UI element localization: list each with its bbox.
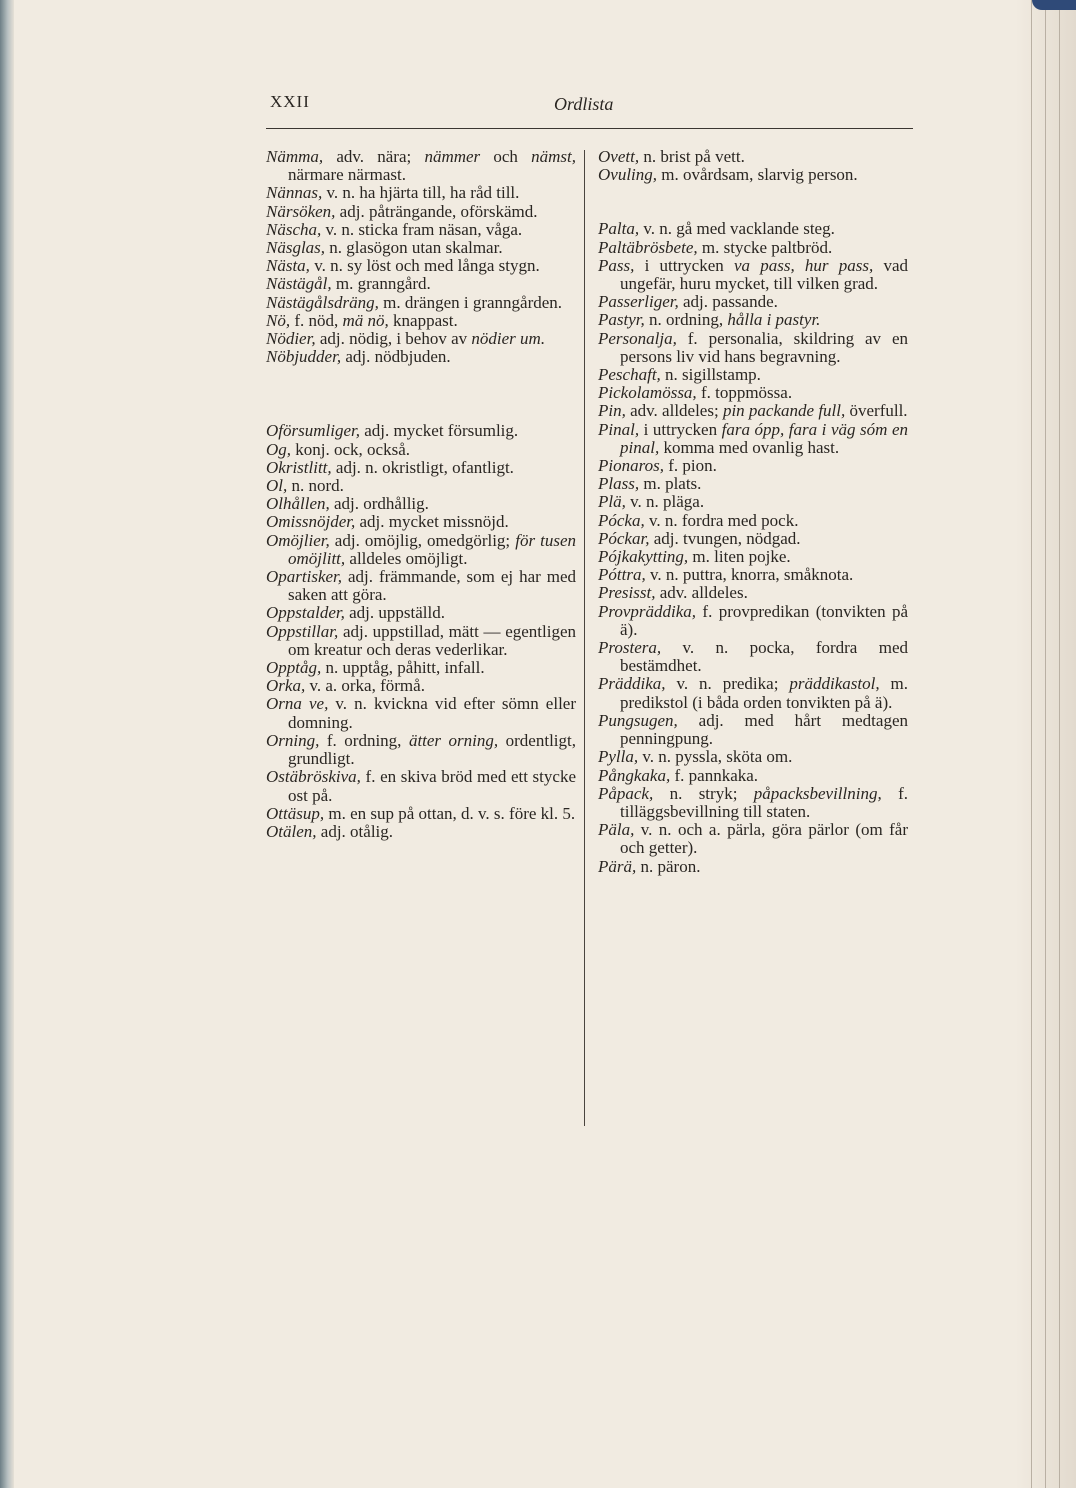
dictionary-entry [598,512,908,530]
definition-text: n. brist på vett. [639,147,745,166]
dictionary-entry [598,548,908,566]
definition-text: m. plats. [639,474,702,494]
section-gap [266,366,576,422]
dictionary-entry [266,732,576,768]
headword: Ottäsup, [266,803,325,823]
definition-text: adj. påträngande, oförskämd. [335,201,538,221]
headword: Palta, [598,219,640,239]
dictionary-entry [598,475,908,493]
page-header [270,92,912,122]
definition-text: v. n. gå med vacklande steg. [639,219,835,239]
definition-text: adj. otålig. [316,821,394,841]
book-page-stack-left [0,0,14,1488]
dictionary-entry [266,459,576,477]
definition-text: f. provpredikan (tonvikten på ä). [620,601,908,639]
italic-phrase: mä nö, [342,310,389,330]
definition-text: v. n. pläga. [625,492,705,512]
definition-text: närmare närmast. [288,165,406,185]
definition-text: v. n. puttra, knorra, småknota. [645,565,854,585]
definition-text: m. en sup på ottan, d. v. s. före kl. 5. [324,803,576,823]
definition-text: adj. mycket försumlig. [359,421,519,441]
page-edge-line [1031,0,1032,1488]
headword: Pócka, [598,510,645,530]
dictionary-entry [598,493,908,511]
definition-text: adj. uppstillad, mätt — egentligen om kreatur och deras vederlikar. [288,621,576,659]
definition-text: m. ovårdsam, slarvig person. [657,165,858,185]
headword: Pungsugen, [598,710,678,730]
headword: Póttra, [598,565,646,585]
page-edge-line [1045,0,1046,1488]
dictionary-entry [266,623,576,659]
italic-phrase: nödier um. [471,329,546,349]
definition-text: f. personalia, skildring av en persons liv vid hans begravning. [620,328,908,366]
headword: Paltäbrösbete, [598,237,698,257]
definition-text: n. nord. [287,476,344,496]
definition-text: f. nöd, [290,310,343,330]
headword: Påpack, [598,783,654,803]
italic-phrase: fara ópp, fara i väg sóm en pinal, [620,419,909,457]
dictionary-entry [266,239,576,257]
dictionary-entry [266,221,576,239]
definition-text: alldeles omöjligt. [345,548,468,568]
definition-text: vad ungefär, huru mycket, till vilken grad. [620,255,908,294]
headword: Ovuling, [598,165,658,185]
definition-text: f. pion. [663,456,717,476]
column-divider [584,150,585,1126]
definition-text: v. n. pyssla, sköta om. [638,747,793,767]
headword: Otälen, [266,821,317,841]
dictionary-entry [266,768,576,804]
definition-text: f. ordning, [319,730,409,750]
definition-text: m. predikstol (i båda orden tonvikten på ä). [620,674,908,712]
dictionary-entry [598,421,908,457]
dictionary-entry [598,293,908,311]
headword: Nästägålsdräng, [266,292,379,312]
book-page-edge-right [1016,0,1076,1488]
headword: Orna ve, [266,694,329,714]
dictionary-entry [266,294,576,312]
definition-text: v. n. predika; [665,674,790,694]
definition-text: adj. nödbjuden. [341,347,451,367]
headword: Provpräddika, [598,601,697,621]
header-rule [266,128,913,129]
headword: Omissnöjder, [266,512,356,532]
headword: Näscha, [266,219,322,239]
dictionary-entry [598,239,908,257]
definition-text: knappast. [388,310,458,330]
dictionary-entry [266,148,576,184]
dictionary-entry [266,257,576,275]
definition-text: v. n. sy löst och med långa stygn. [309,256,540,276]
headword: Pångkaka, [598,765,671,785]
headword: Og, [266,439,292,459]
dictionary-entry [598,311,908,329]
definition-text: adj. mycket missnöjd. [355,512,509,532]
dictionary-entry [266,441,576,459]
italic-phrase: nämmer [424,147,481,166]
headword: Oppstalder, [266,603,345,623]
headword: Ovett, [598,147,640,166]
dictionary-entry [598,148,908,166]
dictionary-entry [266,532,576,568]
definition-text: v. n. pocka, fordra med bestämdhet. [620,638,908,676]
definition-text: i uttrycken [634,255,734,275]
definition-text: n. stryk; [653,783,754,803]
page-edge-line [1059,0,1060,1488]
definition-text: m. drängen i granngården. [378,292,563,312]
definition-text: f. tilläggsbevillning till staten. [620,783,908,821]
definition-text: v. n. ha hjärta till, ha råd till. [322,183,520,203]
dictionary-entry [598,712,908,748]
definition-text: ordentligt, grundligt. [288,730,576,769]
dictionary-entry [598,603,908,639]
dictionary-entry [598,366,908,384]
definition-text: adj. omöjlig, omedgörlig; [329,530,516,550]
headword: Presisst, [598,583,656,603]
dictionary-entry [266,805,576,823]
dictionary-entry [598,566,908,584]
definition-text: adv. alldeles; [625,401,723,421]
dictionary-entry [598,384,908,402]
dictionary-entry [266,184,576,202]
headword: Präddika, [598,674,666,694]
dictionary-entry [266,695,576,731]
italic-phrase: påpacksbevillning, [753,783,882,803]
headword: Pastyr, [598,310,645,330]
dictionary-entry [266,568,576,604]
definition-text: överfull. [845,401,908,421]
definition-text: adj. passande. [678,292,778,312]
dictionary-entry [266,275,576,293]
entry-group-n [266,148,576,366]
dictionary-entry [266,330,576,348]
definition-text: adj. uppställd. [344,603,445,623]
definition-text: adv. nära; [323,147,425,166]
headword: Opptåg, [266,658,322,678]
headword: Ostäbröskiva, [266,767,361,787]
definition-text: v. n. kvickna vid efter sömn eller domning. [288,694,577,732]
running-title: Ordlista [554,94,614,114]
headword: Pylla, [598,747,639,767]
dictionary-entry [266,677,576,695]
page-number: XXII [270,92,310,111]
headword: Nännas, [266,183,323,203]
left-column [266,148,576,841]
definition-text: adj. ordhållig. [329,494,429,514]
definition-text: konj. ock, också. [291,439,411,459]
headword: Póckar, [598,528,650,548]
definition-text: m. liten pojke. [688,547,791,567]
headword: Oförsumliger, [266,421,360,441]
italic-phrase: präddikastol, [789,674,880,694]
headword: Orka, [266,676,306,696]
headword: Prostera, [598,638,662,658]
definition-text: v. n. och a. pärla, göra pärlor (om får och getter). [620,820,908,858]
headword: Plä, [598,492,626,512]
dictionary-entry [598,748,908,766]
definition-text: m. stycke paltbröd. [697,237,833,257]
headword: Olhållen, [266,494,330,514]
headword: Pin, [598,401,626,421]
headword: Oppstillar, [266,621,339,641]
definition-text: adj. främmande, som ej har med saken att göra. [288,567,576,605]
dictionary-entry [266,312,576,330]
headword: Pickolamössa, [598,383,697,403]
dictionary-entry [598,220,908,238]
headword: Närsöken, [266,201,336,221]
headword: Pass, [598,255,635,275]
book-cover-corner [1032,0,1076,10]
headword: Pionaros, [598,456,664,476]
dictionary-entry [598,457,908,475]
italic-phrase: nämst, [531,147,577,166]
dictionary-entry [598,330,908,366]
definition-text: n. glasögon utan skalmar. [325,238,503,258]
italic-phrase: hålla i pastyr. [727,310,821,330]
definition-text: f. en skiva bröd med ett stycke ost på. [288,767,576,805]
italic-phrase: va pass, hur pass, [733,255,874,275]
headword: Nästa, [266,256,310,276]
dictionary-entry [266,477,576,495]
dictionary-entry [598,402,908,420]
definition-text: n. sigillstamp. [660,365,761,385]
headword: Pójkakytting, [598,547,689,567]
dictionary-entry [266,422,576,440]
headword: Peschaft, [598,365,661,385]
headword: Passerliger, [598,292,679,312]
headword: Opartisker, [266,567,343,587]
headword: Nö, [266,310,291,330]
definition-text: f. toppmössa. [696,383,793,403]
definition-text: n. päron. [636,856,701,876]
definition-text: adj. med hårt medtagen penningpung. [620,710,908,749]
definition-text: n. upptåg, påhitt, infall. [321,658,485,678]
headword: Nödier, [266,329,316,349]
headword: Pinal, [598,419,640,439]
headword: Nästägål, [266,274,332,294]
definition-text: f. pannkaka. [670,765,759,785]
definition-text: komma med ovanlig hast. [659,437,840,457]
dictionary-entry [598,858,908,876]
definition-text: adj. n. okristligt, ofantligt. [331,457,514,477]
dictionary-entry [598,257,908,293]
headword: Personalja, [598,328,677,348]
dictionary-entry [598,785,908,821]
definition-text: v. n. fordra med pock. [644,510,799,530]
dictionary-entry [598,821,908,857]
dictionary-entry [266,348,576,366]
dictionary-entry [598,166,908,184]
headword: Nöbjudder, [266,347,342,367]
headword: Näsglas, [266,238,326,258]
definition-text: n. ordning, [644,310,728,330]
headword: Ol, [266,476,288,496]
dictionary-entry [598,767,908,785]
dictionary-entry [598,584,908,602]
section-gap [598,184,908,220]
definition-text: och [480,147,532,166]
entry-group-o-cont [598,148,908,184]
entry-group-o [266,422,576,841]
headword: Pärä, [598,856,637,876]
dictionary-entry [266,513,576,531]
italic-phrase: för tusen omöjlitt, [288,530,576,568]
definition-text: adj. tvungen, nödgad. [649,528,801,548]
definition-text: v. a. orka, förmå. [305,676,425,696]
italic-phrase: ätter orning, [408,730,499,750]
definition-text: adv. alldeles. [655,583,748,603]
definition-text: v. n. sticka fram näsan, våga. [321,219,523,239]
dictionary-entry [598,639,908,675]
dictionary-entry [266,823,576,841]
headword: Omöjlier, [266,530,330,550]
headword: Okristlitt, [266,457,332,477]
right-column [598,148,908,876]
dictionary-entry [598,530,908,548]
headword: Orning, [266,730,320,750]
entry-group-p [598,220,908,875]
italic-phrase: pin packande full, [722,401,846,421]
dictionary-entry [266,203,576,221]
definition-text: adj. nödig, i behov av [315,329,472,349]
definition-text: m. granngård. [331,274,431,294]
headword: Nämma, [266,147,324,166]
headword: Päla, [598,820,635,840]
headword: Plass, [598,474,640,494]
dictionary-entry [598,675,908,711]
dictionary-entry [266,659,576,677]
dictionary-entry [266,604,576,622]
dictionary-entry [266,495,576,513]
definition-text: i uttrycken [639,419,722,439]
